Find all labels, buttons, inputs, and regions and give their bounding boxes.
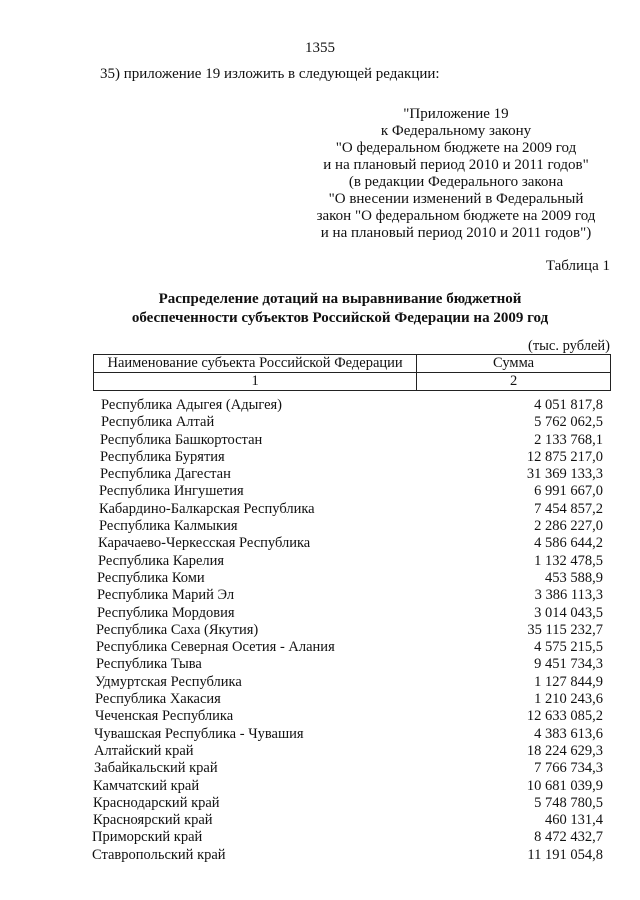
region-name: Республика Адыгея (Адыгея) [101, 397, 283, 413]
region-name: Приморский край [92, 829, 203, 846]
region-name: Республика Бурятия [100, 448, 225, 465]
table-row [0, 449, 640, 466]
region-name: Карачаево-Черкесская Республика [98, 535, 311, 552]
page-number: 1355 [305, 40, 335, 56]
column-number-row [94, 373, 611, 391]
table-row [0, 674, 640, 691]
table-row [0, 553, 640, 570]
region-name: Республика Коми [97, 569, 205, 586]
table-row [0, 483, 640, 500]
table-title-line: обеспеченности субъектов Российской Федерации на 2009 год [131, 310, 549, 326]
subsidy-amount: 4 586 644,2 [534, 535, 603, 552]
column-header-sum: Сумма [417, 355, 611, 373]
region-name: Республика Калмыкия [99, 518, 238, 535]
region-name: Республика Хакасия [95, 691, 221, 708]
subsidy-amount: 12 633 085,2 [526, 708, 603, 725]
region-name: Республика Тыва [96, 656, 202, 673]
table-row [0, 622, 640, 639]
region-name: Красноярский край [93, 812, 213, 829]
subsidy-amount: 5 748 780,5 [534, 794, 603, 811]
subsidy-amount: 11 191 054,8 [527, 846, 603, 863]
appendix-line: "Приложение 19 [403, 106, 509, 122]
appendix-line: "О федеральном бюджете на 2009 год [335, 140, 577, 156]
table-row [0, 847, 640, 864]
region-name: Республика Дагестан [100, 466, 231, 483]
table-row [0, 812, 640, 829]
region-name: Республика Марий Эл [97, 587, 235, 604]
region-name: Республика Алтай [101, 414, 215, 431]
table-row [0, 466, 640, 483]
region-name: Республика Башкортостан [100, 431, 263, 448]
region-name: Республика Северная Осетия - Алания [96, 639, 335, 656]
region-name: Алтайский край [94, 742, 194, 759]
subsidy-amount: 35 115 232,7 [527, 621, 603, 638]
subsidy-amount: 3 014 043,5 [534, 604, 603, 621]
table-body [0, 397, 640, 864]
region-name: Ставропольский край [92, 846, 226, 863]
table-row [0, 587, 640, 604]
region-name: Республика Саха (Якутия) [96, 621, 259, 638]
region-name: Забайкальский край [94, 760, 218, 777]
table-row [0, 605, 640, 622]
table-row [0, 708, 640, 725]
subsidy-amount: 1 210 243,6 [534, 691, 603, 708]
column-number-2: 2 [417, 373, 611, 391]
appendix-line: к Федеральному закону [380, 123, 532, 139]
table-title [80, 290, 600, 328]
subsidy-amount: 7 454 857,2 [534, 500, 603, 517]
region-name: Республика Мордовия [97, 604, 235, 621]
subsidy-amount: 2 286 227,0 [534, 518, 603, 535]
appendix-heading [300, 106, 612, 242]
subsidy-amount: 4 383 613,6 [534, 725, 603, 742]
table-title-line: Распределение дотаций на выравнивание бюджетной [158, 291, 522, 307]
subsidy-amount: 8 472 432,7 [534, 829, 603, 846]
table-label: Таблица 1 [545, 258, 610, 274]
region-name: Республика Карелия [98, 552, 225, 569]
table-row [0, 518, 640, 535]
table-row [0, 570, 640, 587]
subsidy-amount: 3 386 113,3 [534, 587, 603, 604]
subsidy-amount: 1 127 844,9 [534, 673, 603, 690]
table-row [0, 778, 640, 795]
subsidy-amount: 9 451 734,3 [534, 656, 603, 673]
table-row [0, 414, 640, 431]
appendix-line: и на плановый период 2010 и 2011 годов" [323, 157, 589, 173]
appendix-line: и на плановый период 2010 и 2011 годов") [320, 225, 592, 241]
subsidy-amount: 2 133 768,1 [534, 431, 603, 448]
table-row [0, 760, 640, 777]
region-name: Кабардино-Балкарская Республика [99, 500, 315, 517]
appendix-line: закон "О федеральном бюджете на 2009 год [316, 208, 596, 224]
subsidy-amount: 453 588,9 [545, 569, 603, 586]
table-row [0, 656, 640, 673]
subsidy-amount: 6 991 667,0 [534, 483, 603, 500]
region-name: Краснодарский край [93, 794, 220, 811]
subsidy-amount: 4 575 215,5 [534, 639, 603, 656]
table-row [0, 743, 640, 760]
subsidy-amount: 7 766 734,3 [534, 760, 603, 777]
region-name: Камчатский край [93, 777, 200, 794]
subsidy-amount: 5 762 062,5 [534, 414, 603, 431]
table-row [0, 726, 640, 743]
column-header-name: Наименование субъекта Российской Федерации [94, 355, 417, 373]
appendix-line: (в редакции Федерального закона [348, 174, 564, 190]
subsidy-amount: 18 224 629,3 [526, 742, 603, 759]
subsidy-amount: 4 051 817,8 [534, 397, 603, 413]
subsidy-amount: 10 681 039,9 [526, 777, 603, 794]
table-row [0, 639, 640, 656]
region-name: Республика Ингушетия [99, 483, 244, 500]
region-name: Чеченская Республика [95, 708, 234, 725]
subsidy-amount: 31 369 133,3 [526, 466, 603, 483]
table-row [0, 691, 640, 708]
amendment-instruction: 35) приложение 19 изложить в следующей редакции: [100, 66, 440, 82]
table-row [0, 432, 640, 449]
appendix-line: "О внесении изменений в Федеральный [328, 191, 584, 207]
subsidy-amount: 1 132 478,5 [534, 552, 603, 569]
table-row [0, 795, 640, 812]
region-name: Удмуртская Республика [95, 673, 242, 690]
column-number-1: 1 [94, 373, 417, 391]
subsidy-amount: 12 875 217,0 [526, 448, 603, 465]
subsidy-amount: 460 131,4 [545, 812, 603, 829]
region-name: Чувашская Республика - Чувашия [94, 725, 304, 742]
table-row [0, 535, 640, 552]
table-row [0, 829, 640, 846]
table-row [0, 397, 640, 414]
table-row [0, 501, 640, 518]
units-label: (тыс. рублей) [528, 338, 610, 354]
table-header [93, 354, 611, 391]
header-row [94, 355, 611, 373]
